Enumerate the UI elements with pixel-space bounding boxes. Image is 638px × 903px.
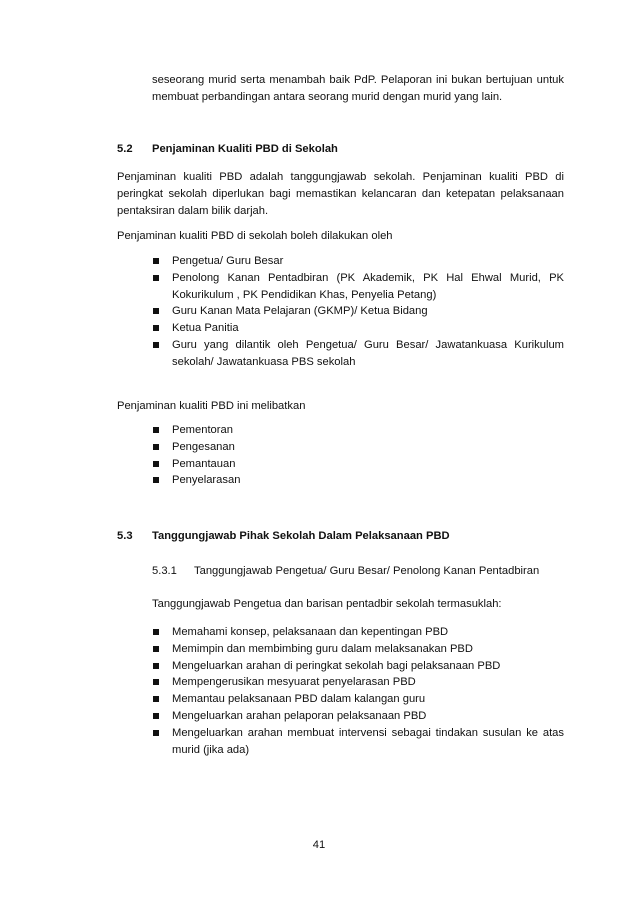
- subsection-number: 5.3.1: [152, 565, 177, 577]
- subsection-5-3-1-heading: [152, 563, 564, 580]
- section-5-2-heading: [117, 141, 564, 158]
- square-bullet-icon: [153, 679, 159, 685]
- list-item: Mengeluarkan arahan pelaporan pelaksanaan PBD: [152, 708, 564, 725]
- assurance-activities-list: [152, 422, 564, 489]
- square-bullet-icon: [153, 427, 159, 433]
- intro-paragraph: seseorang murid serta menambah baik PdP. Pelaporan ini bukan bertujuan untuk membuat perbandingan antara seorang murid dengan murid yang lain.: [152, 74, 564, 103]
- section-title: Penjaminan Kualiti PBD di Sekolah: [152, 143, 338, 155]
- list-item: Guru Kanan Mata Pelajaran (GKMP)/ Ketua Bidang: [152, 303, 564, 320]
- square-bullet-icon: [153, 461, 159, 467]
- square-bullet-icon: [153, 663, 159, 669]
- list-item: Mengeluarkan arahan membuat intervensi sebagai tindakan susulan ke atas murid (jika ada): [152, 725, 564, 759]
- list-item: Guru yang dilantik oleh Pengetua/ Guru Besar/ Jawatankuasa Kurikulum sekolah/ Jawatankuasa PBS sekolah: [152, 337, 564, 371]
- square-bullet-icon: [153, 308, 159, 314]
- section-5-3-paragraph: Tanggungjawab Pengetua dan barisan pentadbir sekolah termasuklah:: [152, 598, 502, 610]
- square-bullet-icon: [153, 646, 159, 652]
- list-item: Penyelarasan: [152, 472, 564, 489]
- square-bullet-icon: [153, 342, 159, 348]
- section-title: Tanggungjawab Pihak Sekolah Dalam Pelaksanaan PBD: [152, 530, 450, 542]
- assurance-roles-list: [152, 253, 564, 371]
- list-item: Ketua Panitia: [152, 320, 564, 337]
- administrator-responsibilities-list: [152, 624, 564, 758]
- square-bullet-icon: [153, 629, 159, 635]
- section-number: 5.3: [117, 530, 133, 542]
- list-item: Mempengerusikan mesyuarat penyelarasan PBD: [152, 674, 564, 691]
- square-bullet-icon: [153, 325, 159, 331]
- square-bullet-icon: [153, 696, 159, 702]
- section-5-2-paragraph-1: Penjaminan kualiti PBD adalah tanggungjawab sekolah. Penjaminan kualiti PBD di peringkat sekolah diperlukan bagi memastikan kelancaran dan ketepatan pelaksanaan pentaksiran dalam bilik darjah.: [117, 171, 564, 217]
- subsection-title: Tanggungjawab Pengetua/ Guru Besar/ Penolong Kanan Pentadbiran: [194, 565, 540, 577]
- square-bullet-icon: [153, 477, 159, 483]
- page-number: 41: [312, 839, 326, 851]
- list-item: Memantau pelaksanaan PBD dalam kalangan guru: [152, 691, 564, 708]
- list-item: Pengetua/ Guru Besar: [152, 253, 564, 270]
- square-bullet-icon: [153, 275, 159, 281]
- list-item: Pemantauan: [152, 456, 564, 473]
- section-5-2-paragraph-3: Penjaminan kualiti PBD ini melibatkan: [117, 400, 306, 412]
- section-number: 5.2: [117, 143, 133, 155]
- list-item: Penolong Kanan Pentadbiran (PK Akademik, PK Hal Ehwal Murid, PK Kokurikulum , PK Pendidikan Khas, Penyelia Petang): [152, 270, 564, 304]
- square-bullet-icon: [153, 730, 159, 736]
- section-5-2-paragraph-2: Penjaminan kualiti PBD di sekolah boleh dilakukan oleh: [117, 230, 393, 242]
- list-item: Memahami konsep, pelaksanaan dan kepentingan PBD: [152, 624, 564, 641]
- square-bullet-icon: [153, 713, 159, 719]
- section-5-3-heading: [117, 528, 564, 545]
- list-item: Pementoran: [152, 422, 564, 439]
- square-bullet-icon: [153, 258, 159, 264]
- list-item: Memimpin dan membimbing guru dalam melaksanakan PBD: [152, 641, 564, 658]
- square-bullet-icon: [153, 444, 159, 450]
- list-item: Pengesanan: [152, 439, 564, 456]
- list-item: Mengeluarkan arahan di peringkat sekolah bagi pelaksanaan PBD: [152, 658, 564, 675]
